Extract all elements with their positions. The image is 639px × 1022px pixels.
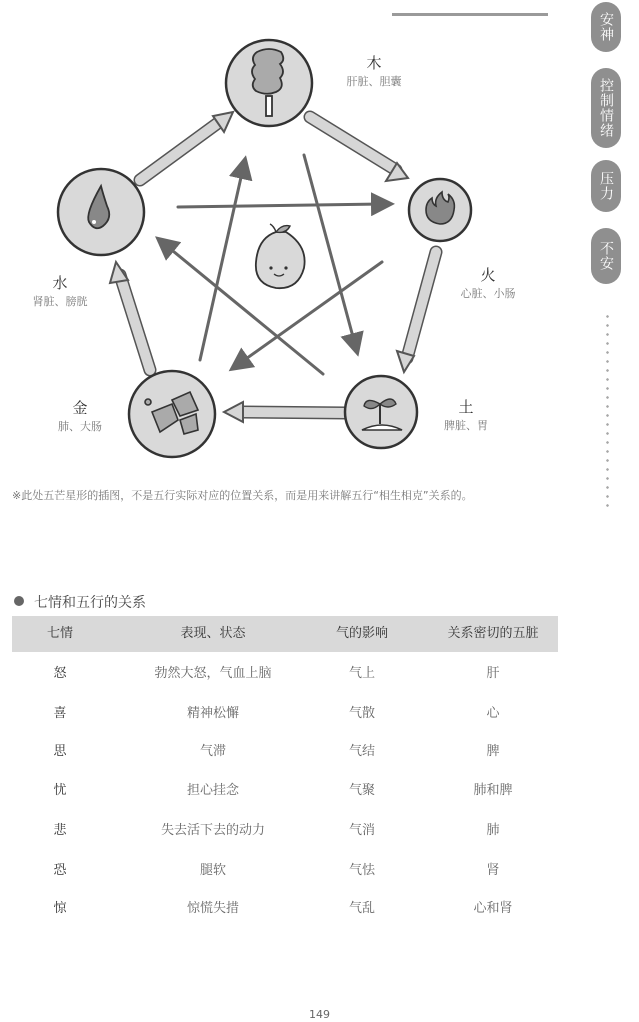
cell-emotion: 忧: [53, 783, 67, 798]
header-organ: 关系密切的五脏: [447, 626, 539, 641]
table-row: [12, 889, 558, 929]
cell-state: 担心挂念: [186, 783, 239, 798]
table-row: [12, 654, 558, 694]
cell-emotion: 喜: [53, 706, 67, 721]
page-number: 149: [309, 1008, 330, 1021]
cell-organ: 心: [486, 706, 500, 721]
table-row: [12, 811, 558, 851]
cell-emotion: 怒: [53, 666, 67, 681]
header-qi-effect: 气的影响: [335, 626, 388, 641]
cell-qi-effect: 气消: [348, 823, 375, 838]
cell-state: 腿软: [199, 863, 226, 878]
side-dotted-line: [606, 312, 609, 512]
wood-circle: [226, 40, 312, 126]
table-row: [12, 851, 558, 891]
section-title: [14, 592, 146, 612]
cell-emotion: 恐: [53, 863, 67, 878]
header-emotion: 七情: [46, 626, 73, 641]
metal-circle: [129, 371, 215, 457]
bullet-icon: [14, 596, 24, 606]
side-tab-anxiety[interactable]: 不安: [591, 228, 621, 284]
pear-character: [256, 224, 305, 288]
metal-label: [46, 397, 114, 434]
earth-circle: [345, 376, 417, 448]
water-label: [22, 272, 98, 309]
cell-emotion: 惊: [53, 901, 67, 916]
cell-state: 失去活下去的动力: [160, 823, 265, 838]
table-row: [12, 771, 558, 811]
wood-organs: 肝脏、胆囊: [346, 75, 402, 88]
water-organs: 肾脏、膀胱: [32, 295, 88, 308]
table-row: [12, 732, 558, 772]
fire-name: 火: [480, 266, 496, 284]
cell-organ: 心和肾: [473, 901, 513, 916]
metal-name: 金: [72, 399, 88, 417]
header-state: 表现、状态: [180, 626, 246, 641]
earth-label: [428, 396, 504, 433]
cell-emotion: 悲: [53, 823, 67, 838]
section-title-text: 七情和五行的关系: [34, 595, 146, 611]
side-tab-stress[interactable]: 压力: [591, 160, 621, 212]
fire-circle: [409, 179, 471, 241]
cell-organ: 肾: [486, 863, 500, 878]
wood-name: 木: [366, 54, 382, 72]
water-circle: [58, 169, 144, 255]
cell-qi-effect: 气散: [348, 706, 375, 721]
earth-name: 土: [458, 398, 474, 416]
cell-organ: 肝: [486, 666, 500, 681]
cell-organ: 脾: [486, 744, 500, 759]
cell-qi-effect: 气怯: [348, 863, 375, 878]
side-tab-emotion-control[interactable]: 控制情绪: [591, 68, 621, 148]
earth-organs: 脾脏、胃: [444, 419, 488, 432]
cell-organ: 肺和脾: [473, 783, 513, 798]
diagram-footnote: ※此处五芒星形的插图，不是五行实际对应的位置关系，而是用来讲解五行“相生相克”关系的。: [12, 489, 473, 502]
table-row: [12, 694, 558, 734]
fire-label: [448, 264, 528, 301]
cell-state: 精神松懈: [186, 706, 239, 721]
cell-qi-effect: 气结: [348, 744, 375, 759]
cell-qi-effect: 气上: [348, 666, 375, 681]
cell-state: 勃然大怒，气血上脑: [154, 666, 272, 681]
cell-organ: 肺: [486, 823, 500, 838]
cell-emotion: 思: [53, 744, 67, 759]
cell-qi-effect: 气乱: [348, 901, 375, 916]
water-name: 水: [52, 274, 68, 292]
fire-organs: 心脏、小肠: [460, 287, 516, 300]
side-tab-calm[interactable]: 安神: [591, 2, 621, 52]
cell-qi-effect: 气聚: [348, 783, 375, 798]
cell-state: 气滞: [199, 744, 226, 759]
metal-organs: 肺、大肠: [58, 420, 102, 433]
table-header: [12, 616, 558, 652]
wood-label: [334, 52, 414, 89]
cell-state: 惊慌失措: [186, 901, 239, 916]
